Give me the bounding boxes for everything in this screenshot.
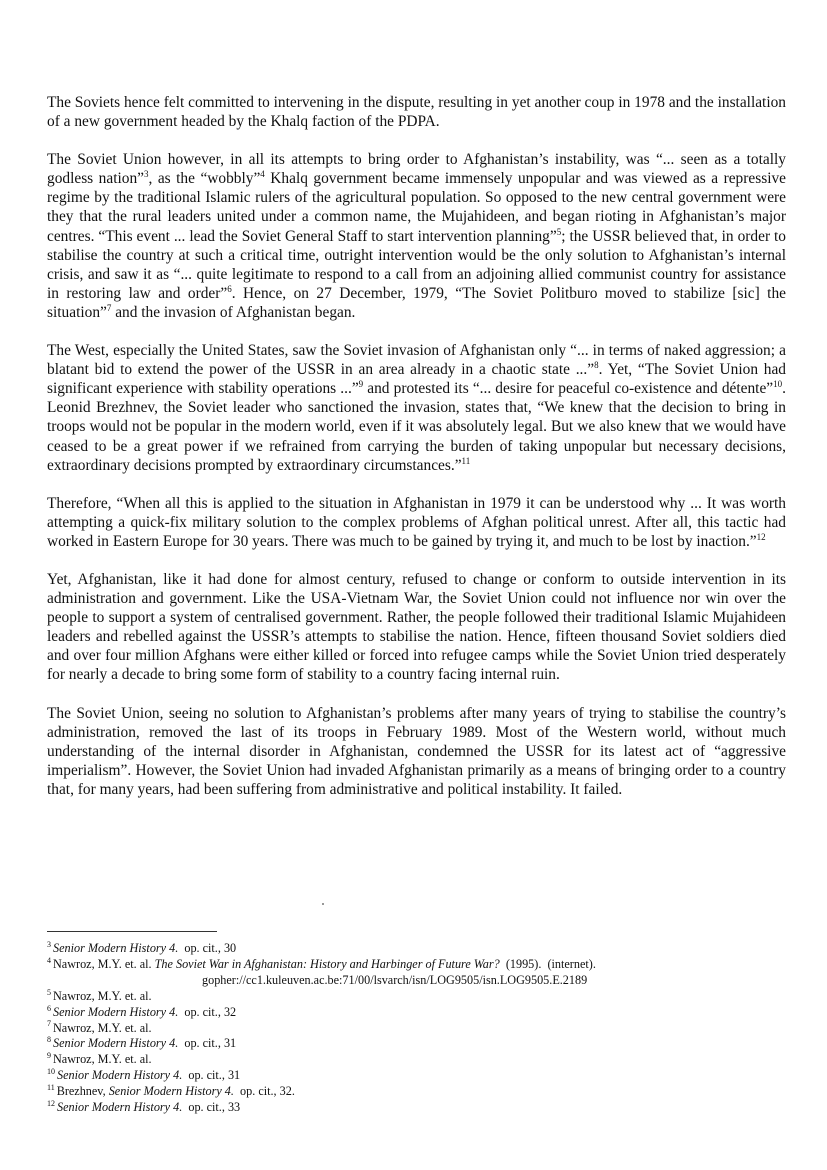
paragraph-text: . Yet, “The Soviet Union had significant experience with stability operations ...” [47, 361, 786, 398]
footnote-number: 9 [47, 1051, 51, 1061]
footnote-number: 5 [47, 987, 51, 997]
footnote-number: 4 [47, 955, 51, 965]
footnote-number: 10 [47, 1067, 55, 1077]
footnote-citation: op. cit., 33 [182, 1100, 241, 1115]
footnote-author: Nawroz, M.Y. et. al. [53, 956, 155, 971]
body-paragraph [47, 150, 786, 322]
footnote-number: 8 [47, 1035, 51, 1045]
footnote-divider [47, 931, 217, 932]
footnote-reference: 10 [773, 379, 783, 390]
body-paragraph [47, 494, 786, 551]
footnote [47, 941, 786, 957]
paragraph-list [47, 93, 786, 799]
footnote-title: Senior Modern History 4. [53, 1036, 179, 1051]
footnote-number: 3 [47, 939, 51, 949]
footnote-reference: 4 [260, 169, 265, 180]
stray-mark [322, 903, 324, 905]
footnote-citation: op. cit., 32. [233, 1084, 295, 1099]
footnote [47, 1005, 786, 1021]
document-body [47, 93, 786, 818]
footnote-title: Senior Modern History 4. [57, 1100, 183, 1115]
paragraph-text: and the invasion of Afghanistan began. [111, 303, 356, 321]
body-paragraph [47, 704, 786, 799]
footnote-reference: 11 [461, 455, 471, 466]
paragraph-text: The Soviets hence felt committed to intervening in the dispute, resulting in yet another coup in 1978 and the installation of a new government headed by the Khalq faction of the PDPA. [47, 94, 786, 131]
paragraph-text: Khalq government became immensely unpopular and was viewed as a repressive regime by the traditional Islamic rulers of the agricultural population. So opposed to the new central government were they that the rural leaders united under a common name, the Mujahideen, and began rioting in Afghanistan’s major centres. “This event ... lead the Soviet General Staff to start intervention planning” [47, 170, 786, 245]
footnote-title: The Soviet War in Afghanistan: History and Harbinger of Future War? [154, 956, 500, 971]
footnote-title: Senior Modern History 4. [53, 941, 179, 955]
footnote-reference: 12 [756, 531, 766, 542]
paragraph-text: The Soviet Union, seeing no solution to Afghanistan’s problems after many years of trying to stabilise the country’s administration, removed the last of its troops in February 1989. Most of the Western world, without much understanding of the internal disorder in Afghanistan, condemned the USSR for its latest act of “aggressive imperialism”. However, the Soviet Union had invaded Afghanistan primarily as a means of bringing order to a country that, for many years, had been suffering from administrative and political instability. It failed. [47, 704, 786, 798]
footnote-citation: op. cit., 32 [178, 1004, 237, 1019]
footnote-reference: 3 [143, 169, 149, 180]
footnote-list [47, 941, 786, 1116]
footnote-citation: op. cit., 31 [182, 1068, 241, 1083]
paragraph-text: The Soviet Union however, in all its attempts to bring order to Afghanistan’s instability, was “... seen as a totally godless nation” [47, 151, 786, 188]
paragraph-text: . Hence, on 27 December, 1979, “The Soviet Politburo moved to stabilize [sic] the situation” [47, 284, 786, 321]
paragraph-text: Yet, Afghanistan, like it had done for almost century, refused to change or conform to outside intervention in its administration and government. Like the USA-Vietnam War, the Soviet Union could not influence nor win over the people to support a system of centralised government. Rather, the people followed their traditional Islamic Mujahideen leaders and rebelled against the USSR’s attempts to stabilise the nation. Hence, fifteen thousand Soviet soldiers died and over four million Afghans were either killed or forced into refugee camps while the Soviet Union tried desperately for nearly a decade to bring some form of stability to a country facing internal ruin. [47, 570, 786, 684]
body-paragraph [47, 93, 786, 131]
footnote-author: Nawroz, M.Y. et. al. [53, 1020, 152, 1035]
footnote [47, 1100, 786, 1116]
footnote [47, 1068, 786, 1084]
footnote-author: Nawroz, M.Y. et. al. [53, 988, 152, 1003]
footnote-url: gopher://cc1.kuleuven.ac.be:71/00/lsvarch/isn/LOG9505/isn.LOG9505.E.2189 [202, 972, 588, 987]
footnote-title: Senior Modern History 4. [53, 1004, 179, 1019]
footnote-reference: 8 [594, 360, 599, 370]
body-paragraph [47, 570, 786, 685]
footnote-reference: 5 [556, 226, 562, 237]
footnote-title: Senior Modern History 4. [57, 1068, 183, 1083]
paragraph-text: , as the “wobbly” [148, 170, 261, 188]
footnote-number: 11 [47, 1083, 55, 1093]
paragraph-text: . Leonid Brezhnev, the Soviet leader who sanctioned the invasion, states that, “We knew that the decision to bring in troops would not be popular in the modern world, even if it was absolutely legal. But we also knew that we would have ceased to be a great power if we refrained from carrying the burden of taking unpopular but necessary decisions, extraordinary decisions prompted by extraordinary circumstances.” [47, 380, 786, 474]
footnote-number: 7 [47, 1019, 51, 1029]
footnote [47, 1021, 786, 1037]
footnote [47, 989, 786, 1005]
footnote [47, 1036, 786, 1052]
footnote-author: Brezhnev, [56, 1084, 109, 1099]
footnote-number: 6 [47, 1003, 51, 1013]
paragraph-text: and protested its “... desire for peaceful co-existence and détente” [363, 380, 774, 398]
footnote-citation: op. cit., 30 [178, 941, 237, 955]
footnote-reference: 7 [106, 302, 112, 313]
footnote [47, 1084, 786, 1100]
footnote [47, 1052, 786, 1068]
footnote-citation: op. cit., 31 [178, 1036, 237, 1051]
footnote-title: Senior Modern History 4. [108, 1084, 234, 1099]
footnote [47, 957, 786, 989]
footnote-reference: 6 [227, 283, 232, 294]
paragraph-text: ; the USSR believed that, in order to stabilise the country at such a critical time, outright intervention would be the only solution to Afghanistan’s internal crisis, and saw it as “... quite legitimate to respond to a call from an adjoining allied communist country for assistance in restoring law and order” [47, 227, 786, 302]
footnote-number: 12 [47, 1099, 55, 1108]
paragraph-text: Therefore, “When all this is applied to the situation in Afghanistan in 1979 it can be understood why ... It was worth attempting a quick-fix military solution to the complex problems of Afghan political unrest. After all, this tactic had worked in Eastern Europe for 30 years. There was much to be gained by trying it, and much to be lost by inaction.” [47, 494, 786, 550]
paragraph-text: The West, especially the United States, saw the Soviet invasion of Afghanistan only “... in terms of naked aggression; a blatant bid to extend the power of the USSR in an area already in a chaotic state ...” [47, 342, 786, 379]
body-paragraph [47, 341, 786, 475]
footnote-author: Nawroz, M.Y. et. al. [53, 1052, 152, 1067]
footnote-citation: (1995). (internet). [499, 956, 596, 971]
footnote-reference: 9 [358, 379, 364, 390]
